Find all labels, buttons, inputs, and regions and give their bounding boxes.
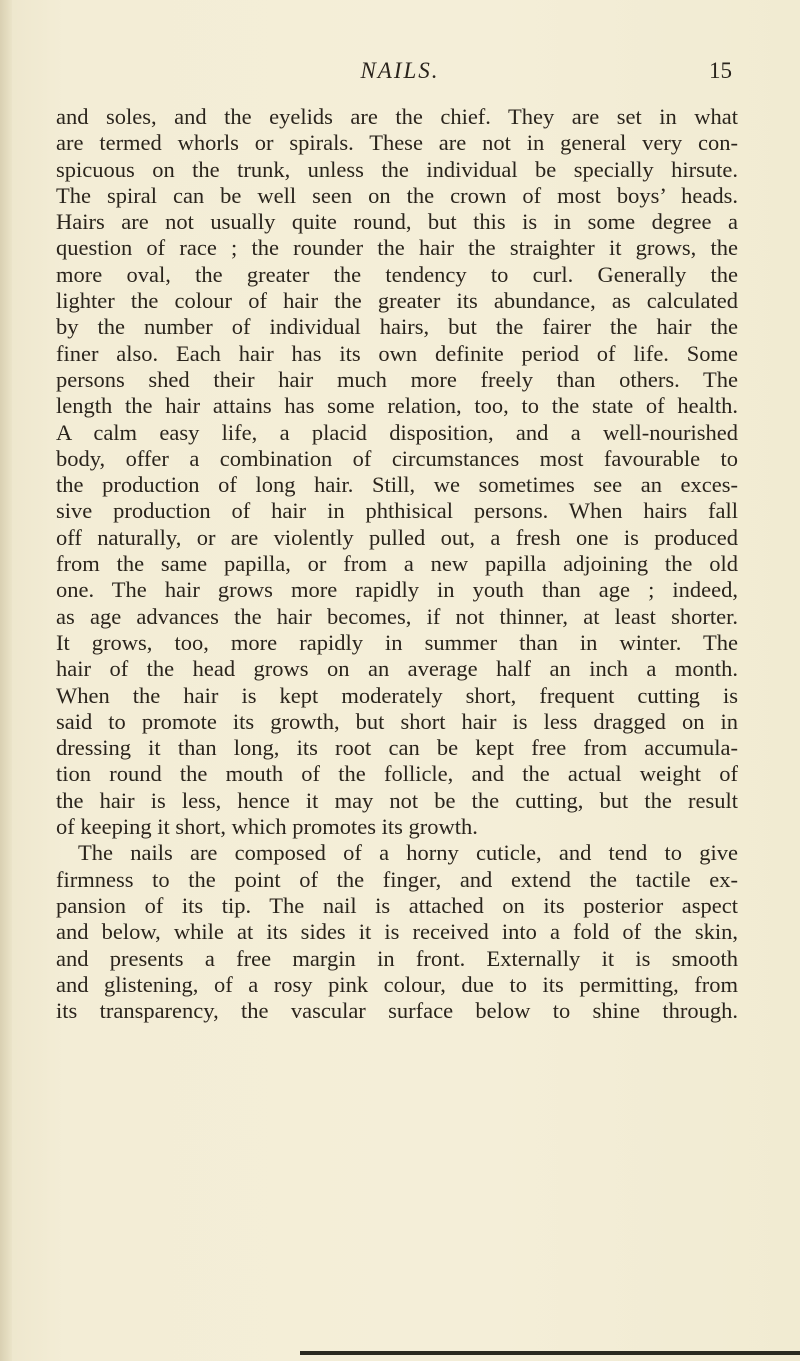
text-line: the production of long hair. Still, we sometimes see an exces- (56, 472, 738, 498)
text-line: pansion of its tip. The nail is attached on its posterior aspect (56, 892, 738, 918)
text-line: of keeping it short, which promotes its growth. (56, 814, 478, 840)
text-line: and glistening, of a rosy pink colour, due to its permitting, from (56, 971, 738, 997)
text-line: the hair is less, hence it may not be the cutting, but the result (56, 787, 738, 813)
text-line: and below, while at its sides it is received into a fold of the skin, (56, 919, 738, 945)
text-line: When the hair is kept moderately short, frequent cutting is (56, 682, 738, 708)
running-head: NAILS. (360, 58, 440, 83)
text-line: tion round the mouth of the follicle, and the actual weight of (56, 761, 738, 787)
text-line: lighter the colour of hair the greater its abundance, as calculated (56, 288, 738, 314)
page-gutter-shadow (0, 0, 12, 1361)
text-line: and soles, and the eyelids are the chief. They are set in what (56, 104, 738, 129)
text-line: off naturally, or are violently pulled out, a fresh one is produced (56, 524, 738, 550)
text-line: spicuous on the trunk, unless the individual be specially hirsute. (56, 156, 738, 182)
text-line: said to promote its growth, but short hair is less dragged on in (56, 708, 738, 734)
text-line: hair of the head grows on an average half an inch a month. (56, 656, 738, 682)
text-line: more oval, the greater the tendency to curl. Generally the (56, 261, 738, 287)
text-line: and presents a free margin in front. Externally it is smooth (56, 945, 738, 971)
text-line: body, offer a combination of circumstances most favourable to (56, 445, 738, 471)
page-number: 15 (709, 58, 732, 83)
text-line: The nails are composed of a horny cuticle, and tend to give (78, 840, 738, 866)
text-line: by the number of individual hairs, but the fairer the hair the (56, 314, 738, 340)
text-line: dressing it than long, its root can be kept free from accumula- (56, 735, 738, 761)
paragraph-nails (56, 840, 738, 1024)
text-line: It grows, too, more rapidly in summer than in winter. The (56, 629, 738, 655)
text-line: length the hair attains has some relation, too, to the state of health. (56, 393, 738, 419)
paragraph-hair (56, 104, 738, 840)
page-header (0, 58, 800, 88)
text-line: its transparency, the vascular surface below to shine through. (56, 998, 738, 1024)
text-line: persons shed their hair much more freely than others. The (56, 366, 738, 392)
text-line: as age advances the hair becomes, if not thinner, at least shorter. (56, 603, 738, 629)
text-line: Hairs are not usually quite round, but this is in some degree a (56, 209, 738, 235)
text-line: A calm easy life, a placid disposition, and a well-nourished (56, 419, 738, 445)
text-line: from the same papilla, or from a new papilla adjoining the old (56, 551, 738, 577)
text-line: The spiral can be well seen on the crown of most boys’ heads. (56, 182, 738, 208)
text-line: question of race ; the rounder the hair the straighter it grows, the (56, 235, 738, 261)
body-text (56, 104, 738, 1024)
bottom-edge-rule (300, 1351, 800, 1355)
text-line: are termed whorls or spirals. These are not in general very con- (56, 130, 738, 156)
text-line: one. The hair grows more rapidly in youth than age ; indeed, (56, 577, 738, 603)
text-line: finer also. Each hair has its own definite period of life. Some (56, 340, 738, 366)
text-line: sive production of hair in phthisical persons. When hairs fall (56, 498, 738, 524)
text-line: firmness to the point of the finger, and extend the tactile ex- (56, 866, 738, 892)
